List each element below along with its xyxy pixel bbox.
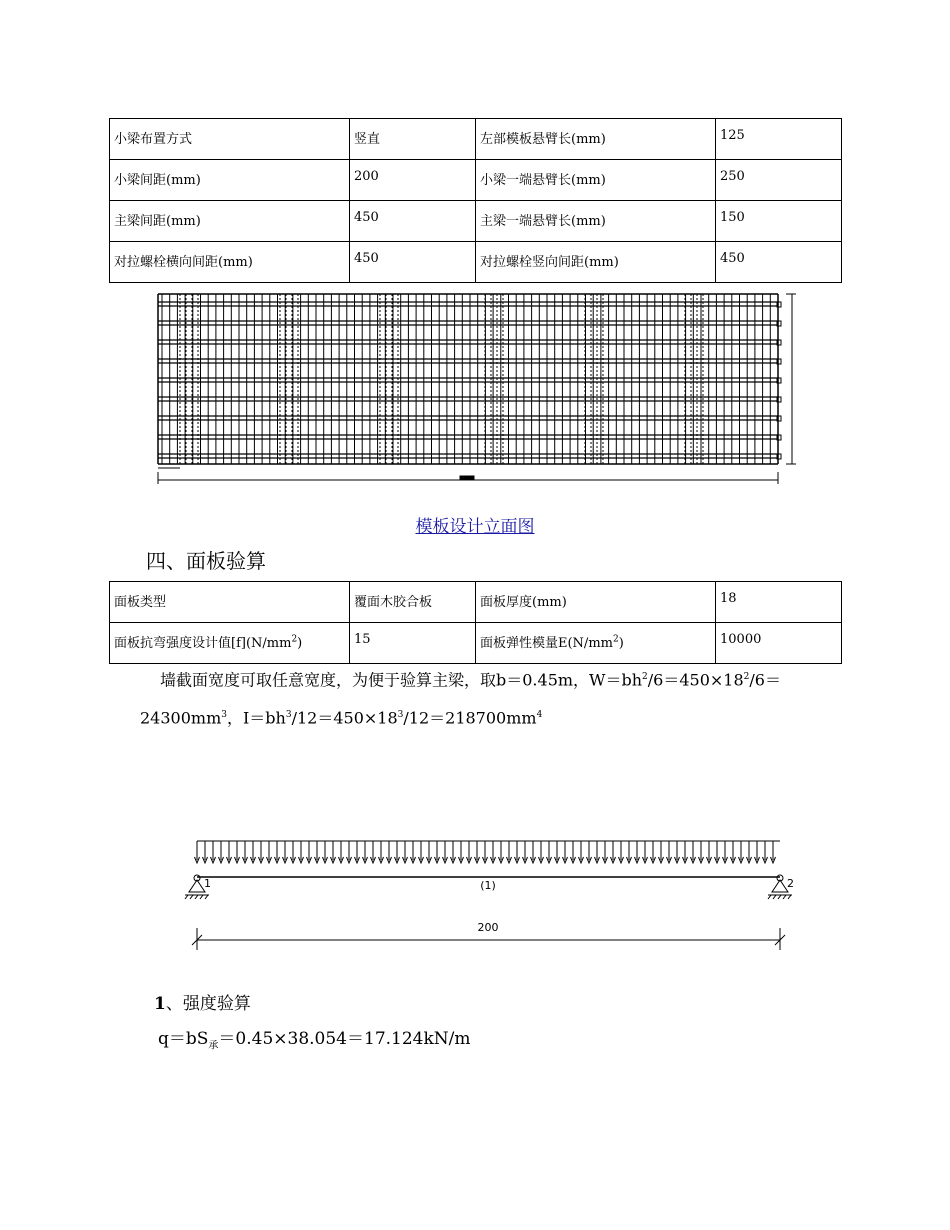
text-run: ，I＝bh	[226, 708, 286, 728]
text-run: /12＝218700mm	[403, 708, 537, 728]
superscript: 4	[536, 710, 543, 720]
text-run: ＝0.45×38.054＝17.124kN/m	[218, 1029, 471, 1049]
cell-text: )	[297, 636, 303, 651]
table-cell: 450	[350, 242, 476, 283]
table-cell: 200	[350, 160, 476, 201]
text-run: /12＝450×18	[291, 708, 398, 728]
subscript: 承	[208, 1040, 219, 1052]
table-cell: 450	[350, 201, 476, 242]
table-cell: 对拉螺栓竖向间距(mm)	[476, 242, 716, 283]
table-cell: 10000	[716, 623, 842, 664]
table-cell: 小梁布置方式	[110, 119, 350, 160]
table-cell: 主梁一端悬臂长(mm)	[476, 201, 716, 242]
beam-load-diagram	[180, 832, 800, 957]
figure-caption: 模板设计立面图	[415, 517, 535, 537]
panel-table	[109, 581, 842, 664]
superscript: 3	[285, 710, 292, 720]
load-formula	[158, 1024, 471, 1051]
table-cell: 覆面木胶合板	[350, 582, 476, 623]
table-cell: 对拉螺栓横向间距(mm)	[110, 242, 350, 283]
superscript: 3	[397, 710, 404, 720]
node-label: 1	[204, 877, 211, 890]
distributed-load-arrows	[195, 841, 776, 863]
params-table-body	[110, 119, 842, 283]
table-cell	[476, 623, 716, 664]
table-cell: 竖直	[350, 119, 476, 160]
table-row	[110, 582, 842, 623]
table-cell: 150	[716, 201, 842, 242]
superscript: 2	[642, 672, 648, 682]
table-cell	[110, 623, 350, 664]
text-run: /6＝	[749, 670, 781, 690]
node-label: 2	[787, 877, 794, 890]
subsection-text: 、强度验算	[165, 994, 251, 1014]
span-label: 200	[477, 921, 499, 934]
text-run: /6＝450×18	[647, 670, 744, 690]
table-row	[110, 119, 842, 160]
cell-text: )	[618, 636, 624, 651]
table-cell: 左部模板悬臂长(mm)	[476, 119, 716, 160]
table-cell: 15	[350, 623, 476, 664]
text-run: 24300mm	[140, 708, 222, 728]
cell-text: 面板弹性模量E(N/mm	[480, 636, 613, 651]
table-cell: 125	[716, 119, 842, 160]
table-row	[110, 242, 842, 283]
table-cell: 250	[716, 160, 842, 201]
table-row	[110, 201, 842, 242]
table-row	[110, 623, 842, 664]
table-cell: 面板厚度(mm)	[476, 582, 716, 623]
subsection-number: 1	[154, 994, 166, 1014]
text-run: 墙截面宽度可取任意宽度，为便于验算主梁，取b＝0.45m，W＝bh	[160, 670, 643, 690]
paragraph-line-2	[140, 698, 542, 735]
dimension-mark	[460, 476, 474, 479]
params-table	[109, 118, 842, 283]
cell-text: 面板抗弯强度设计值[f](N/mm	[114, 636, 292, 651]
table-cell: 小梁间距(mm)	[110, 160, 350, 201]
table-cell: 面板类型	[110, 582, 350, 623]
superscript: 2	[291, 634, 298, 645]
text-run: q＝bS	[158, 1029, 209, 1049]
table-cell: 主梁间距(mm)	[110, 201, 350, 242]
superscript: 3	[221, 710, 227, 720]
table-cell: 小梁一端悬臂长(mm)	[476, 160, 716, 201]
superscript: 2	[743, 672, 750, 682]
subsection-title	[154, 989, 251, 1014]
superscript: 2	[612, 634, 619, 645]
table-cell: 18	[716, 582, 842, 623]
element-label: (1)	[480, 879, 496, 892]
paragraph-line-1	[160, 660, 781, 697]
formwork-elevation-drawing	[150, 278, 800, 486]
table-row	[110, 160, 842, 201]
table-cell: 450	[716, 242, 842, 283]
section-heading: 四、面板验算	[146, 549, 266, 573]
